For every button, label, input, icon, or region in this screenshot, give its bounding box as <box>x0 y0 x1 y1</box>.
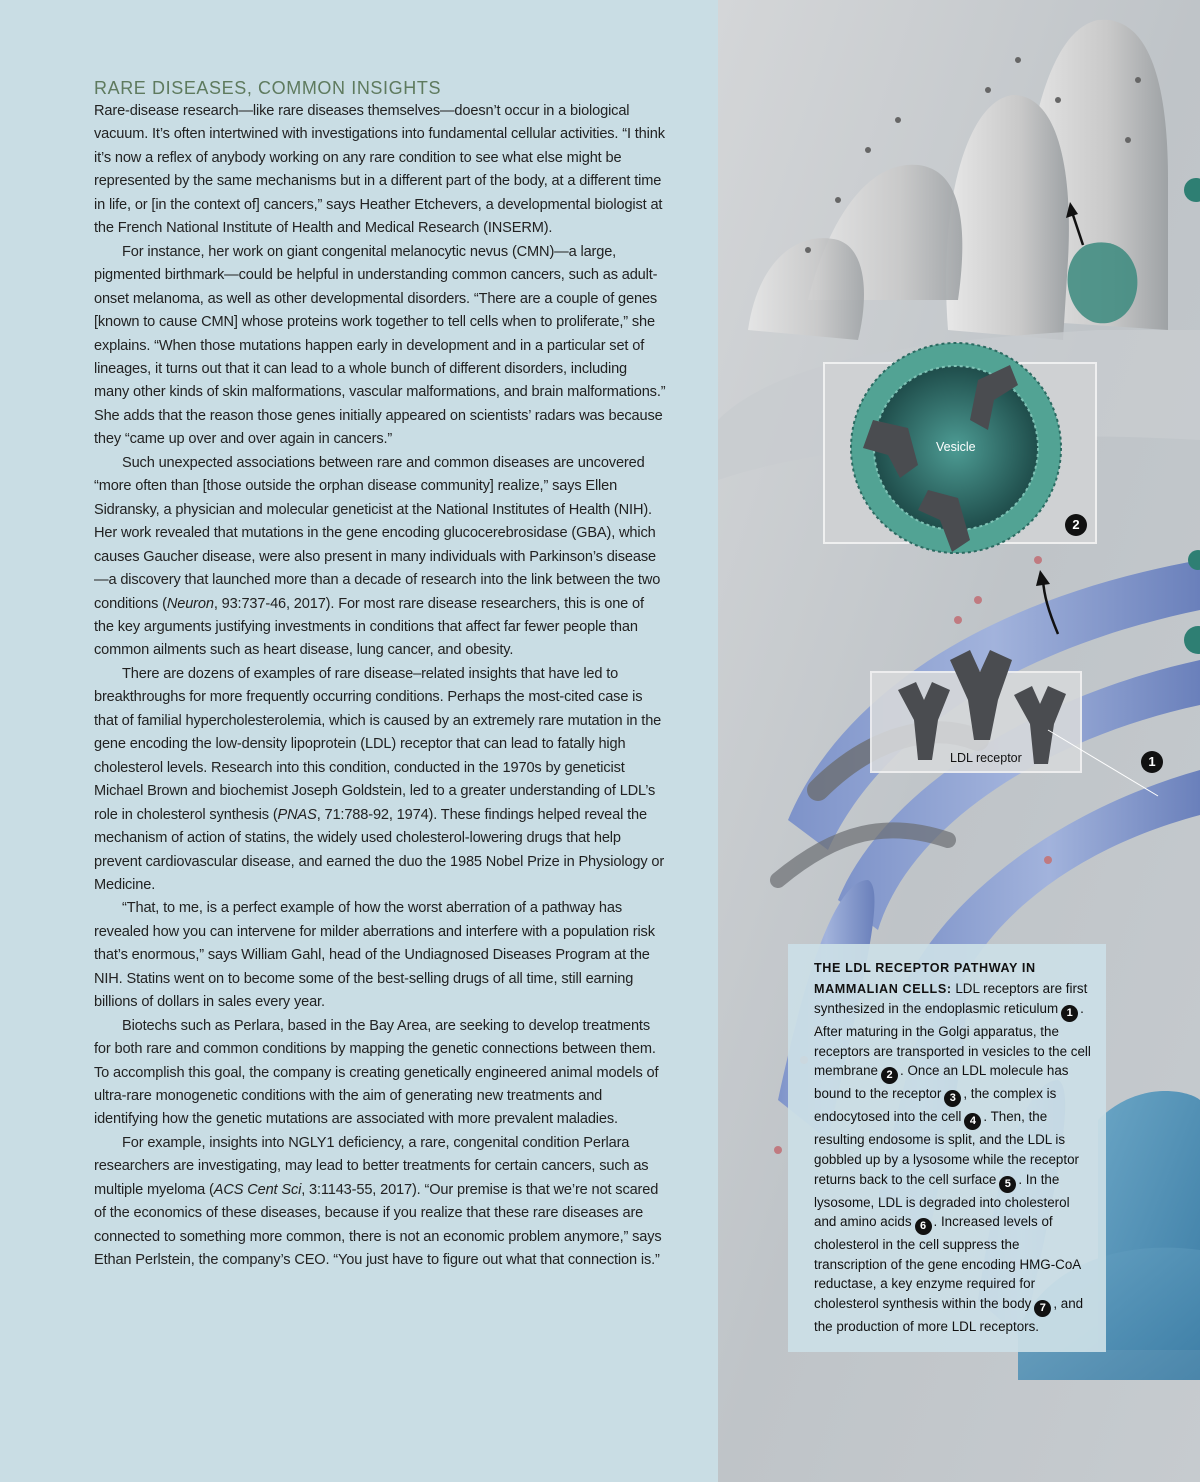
caption-step-3: 3 <box>944 1090 961 1107</box>
paragraph-4-text-b: , 71:788-92, 1974). These findings helped reveal the mechanism of action of statins, the widely used cholesterol-lowering drugs that help prevent cardiovascular disease, and earned the duo the 1985 Nobel Prize in Physiology or Medicine. <box>94 806 665 893</box>
citation-neuron: Neuron <box>166 595 214 612</box>
caption-text-7: . Increased levels of cholesterol in the cell suppress the transcription of the gene encoding HMG-CoA reductase, a key enzyme required for cholesterol synthesis within the body <box>814 1214 1081 1311</box>
caption-step-2: 2 <box>881 1067 898 1084</box>
figure-marker-2: 2 <box>1065 514 1087 536</box>
paragraph-3-text-a: Such unexpected associations between rare and common diseases are uncovered “more often than [those outside the orphan disease community] realize,” says Ellen Sidransky, a physician and molecular geneticist at the National Institutes of Health (NIH). Her work revealed that mutations in the gene encoding glucocerebrosidase (GBA), which causes Gaucher disease, were also present in many individuals with Parkinson’s disease—a discovery that launched more than a decade of research into the link between the two conditions ( <box>94 454 661 612</box>
paragraph-5: “That, to me, is a perfect example of how the worst aberration of a pathway has revealed how you can intervene for milder aberrations and interfere with a population risk that’s enormous,” says William Gahl, head of the Undiagnosed Diseases Program at the NIH. Statins went on to become some of the best-selling drugs of all time, still earning billions of dollars in sales every year. <box>94 900 655 1011</box>
caption-text-5: . Then, the resulting endosome is split, and the LDL is gobbled up by a lysosome while the receptor returns back to the cell surface <box>814 1109 1079 1187</box>
paragraph-1: Rare-disease research—like rare diseases themselves—doesn’t occur in a biological vacuum. It’s often intertwined with investigations into fundamental cellular activities. “I think it’s now a reflex of anybody working on any rare condition to see what else might be represented by the same mechanisms but in a different part of the body, at a different time in life, or [in the context of] cancers,” says Heather Etchevers, a developmental biologist at the French National Institute of Health and Medical Research (INSERM). <box>94 103 665 237</box>
caption-text-4: , the complex is endocytosed into the cell <box>814 1086 1057 1125</box>
citation-acs: ACS Cent Sci <box>213 1181 302 1198</box>
caption-step-4: 4 <box>964 1113 981 1130</box>
caption-text-8: , and the production of more LDL receptors. <box>814 1295 1084 1334</box>
paragraph-7-text-a: For example, insights into NGLY1 deficiency, a rare, congenital condition Perlara researchers are investigating, may lead to better treatments for certain cancers, such as multiple myeloma ( <box>94 1134 649 1198</box>
paragraph-3 <box>94 452 666 663</box>
caption-step-6: 6 <box>915 1218 932 1235</box>
section-heading: RARE DISEASES, COMMON INSIGHTS <box>94 78 442 98</box>
figure-caption <box>814 958 1094 1337</box>
paragraph-2: For instance, her work on giant congenital melanocytic nevus (CMN)—a large, pigmented birthmark—could be helpful in understanding common cancers, such as adult-onset melanoma, as well as other developmental disorders. “There are a couple of genes [known to cause CMN] whose proteins work together to tell cells when to proliferate,” she explains. “When those mutations happen early in development and in a particular set of lineages, it turns out that it can lead to a whole bunch of different disorders, including many other kinds of skin malformations, vascular malformations, and brain malformations.” She adds that the reason those genes initially appeared on scientists’ radars was because they “came up over and over again in cancers.” <box>94 243 666 448</box>
paragraph-4 <box>94 663 666 898</box>
vesicle-label: Vesicle <box>936 440 976 454</box>
caption-text-2: . After maturing in the Golgi apparatus, the receptors are transported in vesicles to the cell membrane <box>814 1001 1091 1079</box>
paragraph-4-text-a: There are dozens of examples of rare disease–related insights that have led to breakthroughs for more frequently occurring conditions. Perhaps the most-cited case is that of familial hypercholesterolemia, which is caused by an extremely rare mutation in the gene encoding the low-density lipoprotein (LDL) receptor that can lead to fatally high cholesterol levels. Research into this condition, conducted in the 1970s by geneticist Michael Brown and biochemist Joseph Goldstein, led to a greater understanding of LDL’s role in cholesterol synthesis ( <box>94 665 662 823</box>
caption-text-6: . In the lysosome, LDL is degraded into cholesterol and amino acids <box>814 1171 1070 1230</box>
ldl-receptor-label: LDL receptor <box>950 751 1022 765</box>
caption-title: THE LDL RECEPTOR PATHWAY IN MAMMALIAN CELLS: <box>814 961 1036 996</box>
caption-text-3: . Once an LDL molecule has bound to the receptor <box>814 1063 1069 1102</box>
caption-step-5: 5 <box>999 1176 1016 1193</box>
figure-marker-1: 1 <box>1141 751 1163 773</box>
caption-step-1: 1 <box>1061 1005 1078 1022</box>
citation-pnas: PNAS <box>277 806 317 823</box>
paragraph-7 <box>94 1132 666 1273</box>
paragraph-3-text-b: , 93:737-46, 2017). For most rare disease researchers, this is one of the key arguments justifying investments in conditions that affect far fewer people than common ailments such as heart disease, lung cancer, and obesity. <box>94 595 644 659</box>
paragraph-6: Biotechs such as Perlara, based in the Bay Area, are seeking to develop treatments for both rare and common conditions by mapping the genetic connections between them. To accomplish this goal, the company is creating genetically engineered animal models of ultra-rare monogenetic conditions with the aim of generating new treatments and identifying how the genetic mutations are associated with more prevalent maladies. <box>94 1017 659 1128</box>
paragraph-7-text-b: , 3:1143-55, 2017). “Our premise is that we’re not scared of the economics of these diseases, because if you realize that these rare diseases are connected to something more common, there is not an economic problem anymore,” says Ethan Perlstein, the company’s CEO. “You just have to figure out what that connection is.” <box>94 1181 662 1269</box>
caption-step-7: 7 <box>1034 1300 1051 1317</box>
article-body <box>94 76 666 1273</box>
caption-text-1: LDL receptors are first synthesized in the endoplasmic reticulum <box>814 980 1088 1017</box>
